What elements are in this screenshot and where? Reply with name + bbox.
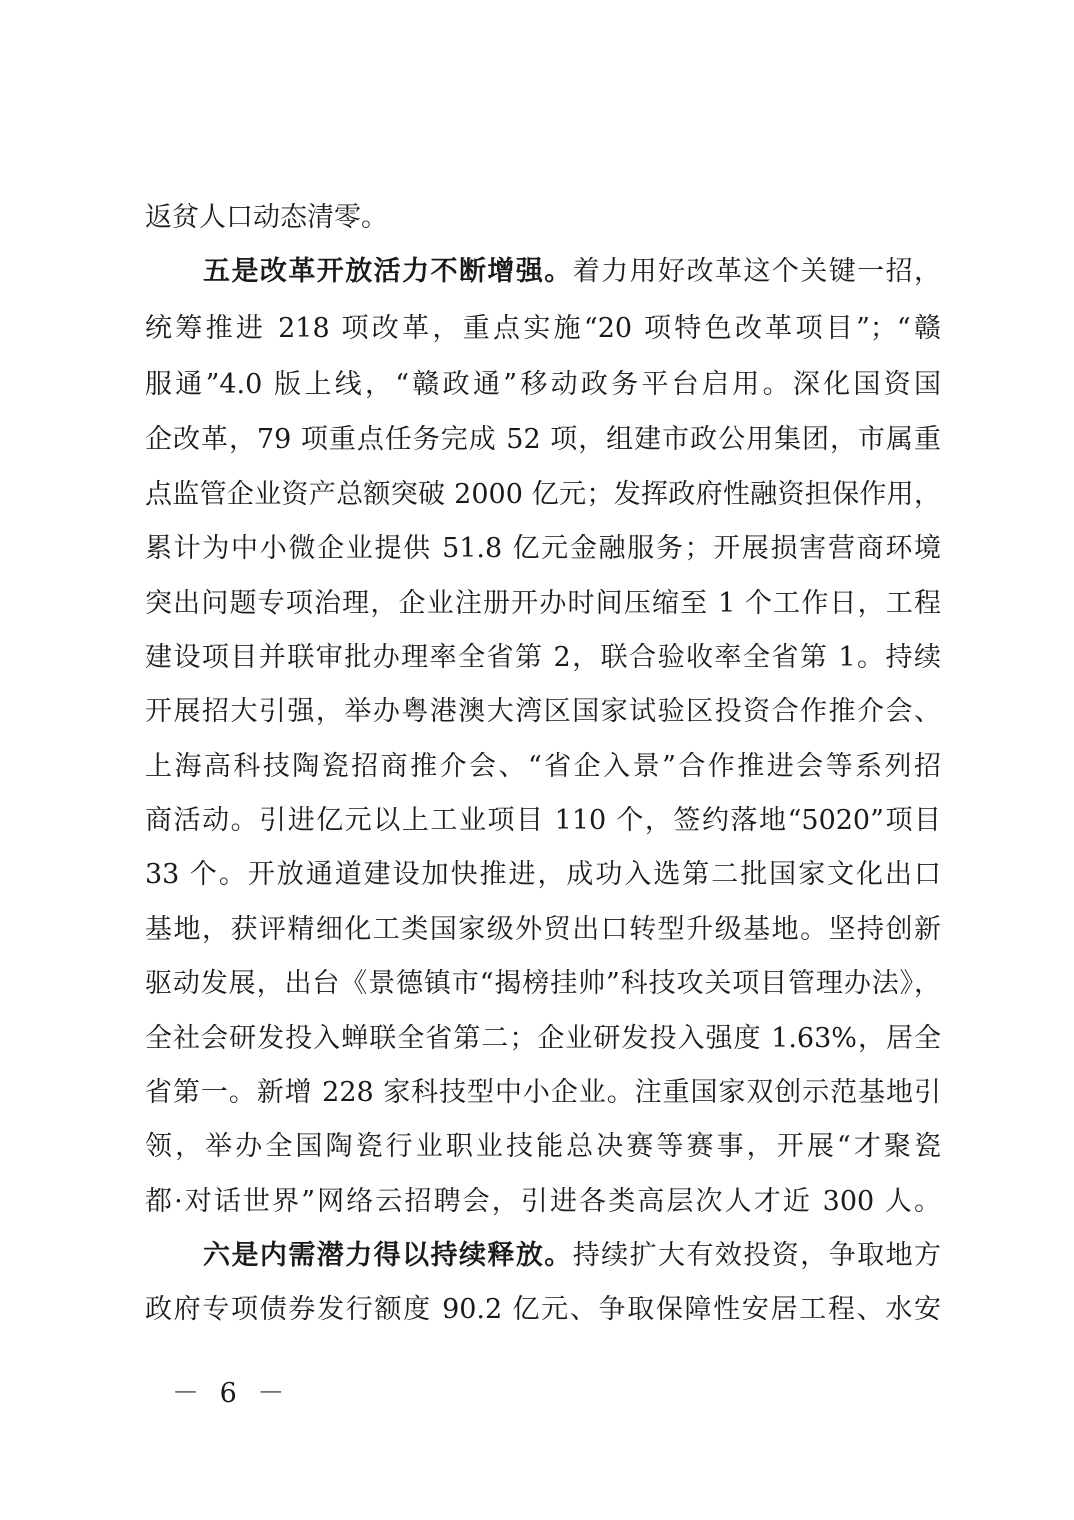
text-line [145, 475, 941, 515]
line-text: 持续扩大有效投资，争取地方 [572, 1240, 942, 1271]
text-line [145, 1019, 941, 1059]
line-text: 驱动发展，出台《景德镇市“揭榜挂帅”科技攻关项目管理办法》， [145, 968, 941, 999]
line-text: 累计为中小微企业提供 51.8 亿元金融服务；开展损害营商环境 [145, 533, 941, 564]
line-text: 上海高科技陶瓷招商推介会、“省企入景”合作推进会等系列招 [145, 751, 941, 782]
text-line [145, 1290, 941, 1330]
text-line [145, 1073, 941, 1113]
text-line [145, 1182, 941, 1222]
page-number: － 6 － [172, 1378, 291, 1409]
text-line [145, 855, 941, 895]
line-text: 企改革，79 项重点任务完成 52 项，组建市政公用集团，市属重 [145, 424, 941, 455]
line-text: 都·对话世界”网络云招聘会，引进各类高层次人才近 300 人。 [145, 1186, 941, 1217]
text-line [145, 964, 941, 1004]
text-line [145, 1127, 941, 1167]
line-text: 33 个。开放通道建设加快推进，成功入选第二批国家文化出口 [145, 859, 941, 890]
line-text: 统筹推进 218 项改革，重点实施“20 项特色改革项目”；“赣 [145, 313, 941, 344]
text-line [145, 584, 941, 624]
line-text: 突出问题专项治理，企业注册开办时间压缩至 1 个工作日，工程 [145, 588, 941, 619]
line-text: 点监管企业资产总额突破 2000 亿元；发挥政府性融资担保作用， [145, 479, 941, 510]
line-text: 政府专项债券发行额度 90.2 亿元、争取保障性安居工程、水安 [145, 1294, 941, 1325]
line-text: 着力用好改革这个关键一招， [572, 256, 942, 287]
line-text: 领，举办全国陶瓷行业职业技能总决赛等赛事，开展“才聚瓷 [145, 1131, 941, 1162]
line-text: 开展招大引强，举办粤港澳大湾区国家试验区投资合作推介会、 [145, 696, 941, 727]
text-line [203, 252, 941, 292]
text-line [145, 910, 941, 950]
text-line [145, 309, 941, 349]
text-line [145, 529, 941, 569]
line-text: 返贫人口动态清零。 [145, 202, 388, 233]
text-line [145, 638, 941, 678]
line-text: 全社会研发投入蝉联全省第二；企业研发投入强度 1.63%，居全 [145, 1023, 941, 1054]
line-text: 建设项目并联审批办理率全省第 2，联合验收率全省第 1。持续 [145, 642, 941, 673]
text-line [145, 420, 941, 460]
text-line [145, 747, 941, 787]
text-line [145, 801, 941, 841]
line-text: 基地，获评精细化工类国家级外贸出口转型升级基地。坚持创新 [145, 914, 941, 945]
line-text: 服通”4.0 版上线，“赣政通”移动政务平台启用。深化国资国 [145, 369, 941, 400]
text-line [145, 692, 941, 732]
line-text: 省第一。新增 228 家科技型中小企业。注重国家双创示范基地引 [145, 1077, 941, 1108]
text-line [203, 1236, 941, 1276]
paragraph-heading: 六是内需潜力得以持续释放。 [203, 1240, 573, 1271]
paragraph-heading: 五是改革开放活力不断增强。 [203, 256, 573, 287]
text-line [145, 365, 941, 405]
text-line [145, 198, 941, 238]
line-text: 商活动。引进亿元以上工业项目 110 个，签约落地“5020”项目 [145, 805, 941, 836]
